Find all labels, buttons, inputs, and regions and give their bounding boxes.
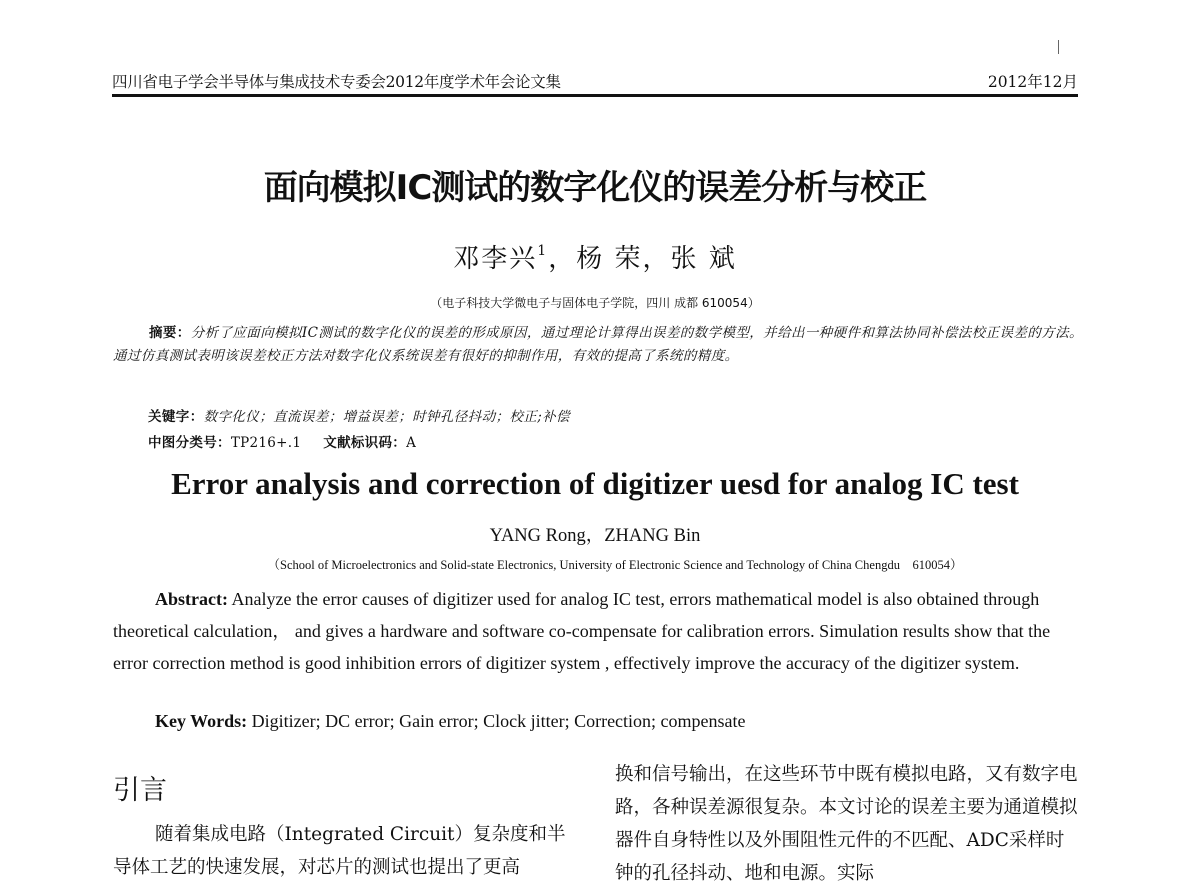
keywords-cn bbox=[148, 405, 570, 425]
keywords-en-text: Digitizer; DC error; Gain error; Clock jitter; Correction; compensate bbox=[247, 711, 746, 731]
header-rule bbox=[112, 94, 1078, 97]
abstract-en-text: Analyze the error causes of digitizer used for analog IC test, errors mathematical model is also obtained through theoretical calculation， and gives a hardware and software co-compensate for calibration errors. Simulation results show that the error correction method is good inhibition errors of digitizer system , effectively improve the accuracy of the digitizer system. bbox=[113, 589, 1051, 673]
scan-mark bbox=[1058, 40, 1059, 54]
abstract-cn bbox=[113, 322, 1083, 368]
clc-label: 中图分类号： bbox=[148, 435, 231, 451]
abstract-cn-label: 摘要： bbox=[149, 325, 191, 341]
affiliation-en: （School of Microelectronics and Solid-state Electronics, University of Electronic Science and Technology of China Chengdu 610054） bbox=[267, 558, 963, 572]
authors-cn bbox=[0, 238, 1190, 275]
keywords-cn-label: 关键字： bbox=[148, 409, 204, 425]
authors-rest: ，杨 荣，张 斌 bbox=[548, 244, 737, 274]
keywords-cn-text: 数字化仪；直流误差；增益误差；时钟孔径抖动；校正;补偿 bbox=[203, 409, 570, 425]
author-1-affil-mark: 1 bbox=[537, 243, 549, 259]
paper-title-en: Error analysis and correction of digitizer uesd for analog IC test bbox=[171, 466, 1019, 501]
author-1: 邓李兴 bbox=[453, 244, 538, 274]
running-header-journal: 四川省电子学会半导体与集成技术专委会2012年度学术年会论文集 bbox=[112, 73, 561, 91]
abstract-en bbox=[113, 583, 1053, 679]
clc-value: TP216+.1 bbox=[230, 435, 302, 451]
authors-en: YANG Rong，ZHANG Bin bbox=[489, 526, 701, 546]
affiliation-cn: （电子科技大学微电子与固体电子学院，四川 成都 610054） bbox=[430, 296, 760, 310]
keywords-en-label: Key Words: bbox=[155, 711, 248, 731]
doc-code-label: 文献标识码： bbox=[323, 435, 407, 451]
keywords-en bbox=[155, 711, 746, 732]
abstract-en-label: Abstract: bbox=[155, 589, 228, 609]
body-left-column: 随着集成电路（Integrated Circuit）复杂度和半导体工艺的快速发展，对芯片的测试也提出了更高 bbox=[113, 824, 566, 878]
running-header-date: 2012年12月 bbox=[987, 73, 1078, 91]
doc-code-value: A bbox=[406, 435, 417, 451]
body-right-column: 换和信号输出，在这些环节中既有模拟电路，又有数字电路，各种误差源很复杂。本文讨论的误差主要为通道模拟器件自身特性以及外围阻性元件的不匹配、ADC采样时钟的孔径抖动、地和电源。实际 bbox=[615, 764, 1078, 884]
classification-line bbox=[148, 431, 416, 451]
abstract-cn-text: 分析了应面向模拟IC测试的数字化仪的误差的形成原因，通过理论计算得出误差的数学模型，并给出一种硬件和算法协同补偿法校正误差的方法。通过仿真测试表明该误差校正方法对数字化仪系统误差有很好的抑制作用，有效的提高了系统的精度。 bbox=[113, 325, 1083, 364]
section-heading-intro: 引言 bbox=[113, 775, 167, 806]
paper-title-cn: 面向模拟IC测试的数字化仪的误差分析与校正 bbox=[263, 168, 927, 208]
